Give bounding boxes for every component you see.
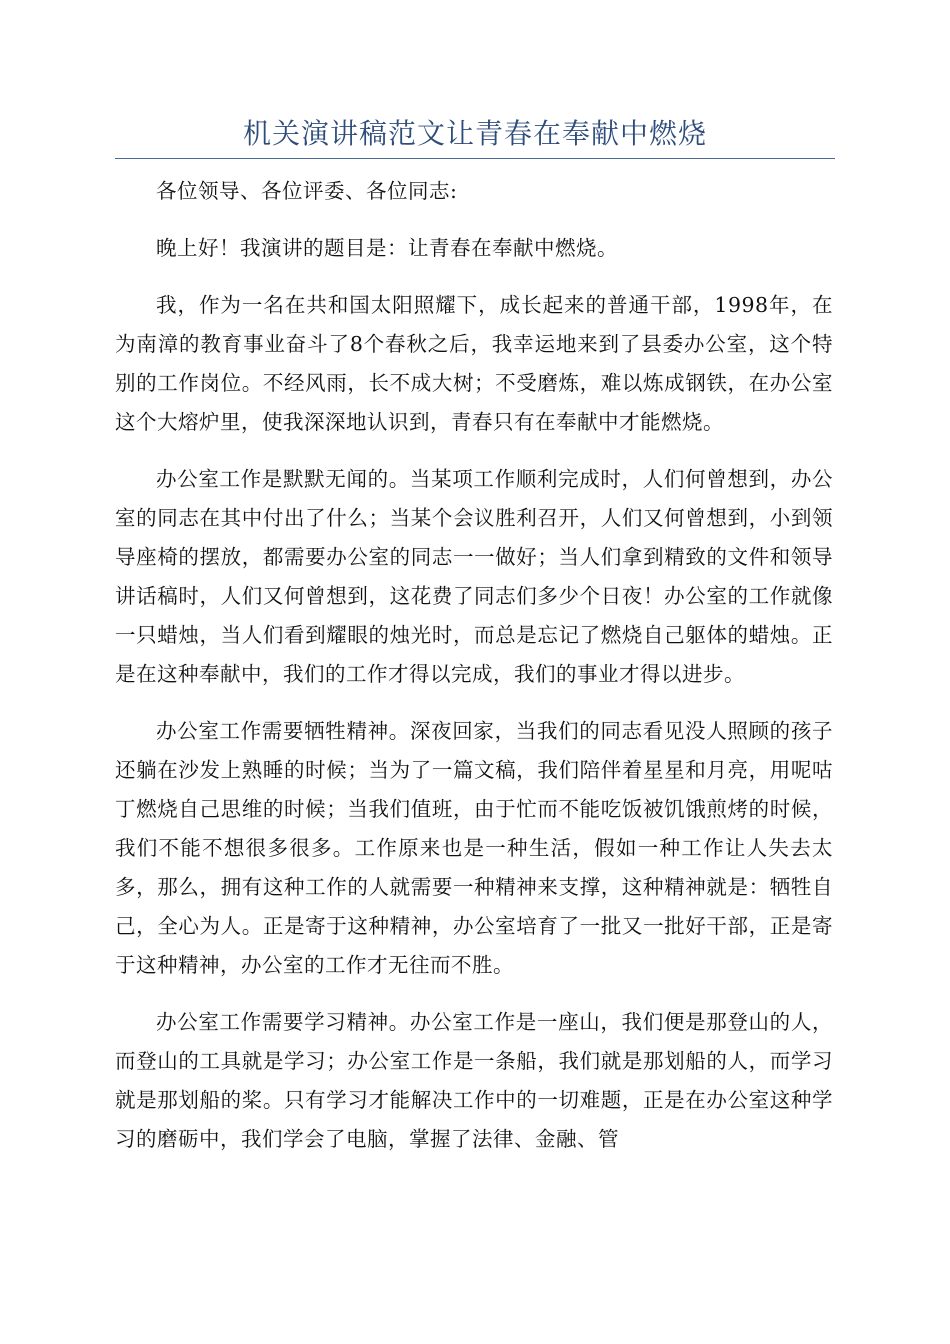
greeting-paragraph: 晚上好！我演讲的题目是：让青春在奉献中燃烧。 <box>156 236 618 260</box>
title-underline-block <box>115 112 835 159</box>
document-title: 机关演讲稿范文让青春在奉献中燃烧 <box>242 117 707 150</box>
salutation-paragraph: 各位领导、各位评委、各位同志: <box>156 179 458 203</box>
document-body <box>115 172 833 1177</box>
body-paragraph: 办公室工作需要牺牲精神。深夜回家，当我们的同志看见没人照顾的孩子还躺在沙发上熟睡的时候；当为了一篇文稿，我们陪伴着星星和月亮，用呢咕丁燃烧自己思维的时候；当我们值班，由于忙而不能吃饭被饥饿煎烤的时候，我们不能不想很多很多。工作原来也是一种生活，假如一种工作让人失去太多，那么，拥有这种工作的人就需要一种精神来支撑，这种精神就是：牺牲自己，全心为人。正是寄于这种精神，办公室培育了一批又一批好干部，正是寄于这种精神，办公室的工作才无往而不胜。 <box>115 719 833 977</box>
body-paragraph: 办公室工作是默默无闻的。当某项工作顺利完成时，人们何曾想到，办公室的同志在其中付出了什么；当某个会议胜利召开，人们又何曾想到，小到领导座椅的摆放，都需要办公室的同志一一做好；当人们拿到精致的文件和领导讲话稿时，人们又何曾想到，这花费了同志们多少个日夜！办公室的工作就像一只蜡烛，当人们看到耀眼的烛光时，而总是忘记了燃烧自己躯体的蜡烛。正是在这种奉献中，我们的工作才得以完成，我们的事业才得以进步。 <box>115 467 833 686</box>
body-paragraph: 办公室工作需要学习精神。办公室工作是一座山，我们便是那登山的人，而登山的工具就是学习；办公室工作是一条船，我们就是那划船的人，而学习就是那划船的桨。只有学习才能解决工作中的一切难题，正是在办公室这种学习的磨砺中，我们学会了电脑，掌握了法律、金融、管 <box>115 1010 833 1151</box>
body-paragraph: 我，作为一名在共和国太阳照耀下，成长起来的普通干部，1998年，在为南漳的教育事业奋斗了8个春秋之后，我幸运地来到了县委办公室，这个特别的工作岗位。不经风雨，长不成大树；不受磨炼，难以炼成钢铁，在办公室这个大熔炉里，使我深深地认识到，青春只有在奉献中才能燃烧。 <box>115 293 833 434</box>
